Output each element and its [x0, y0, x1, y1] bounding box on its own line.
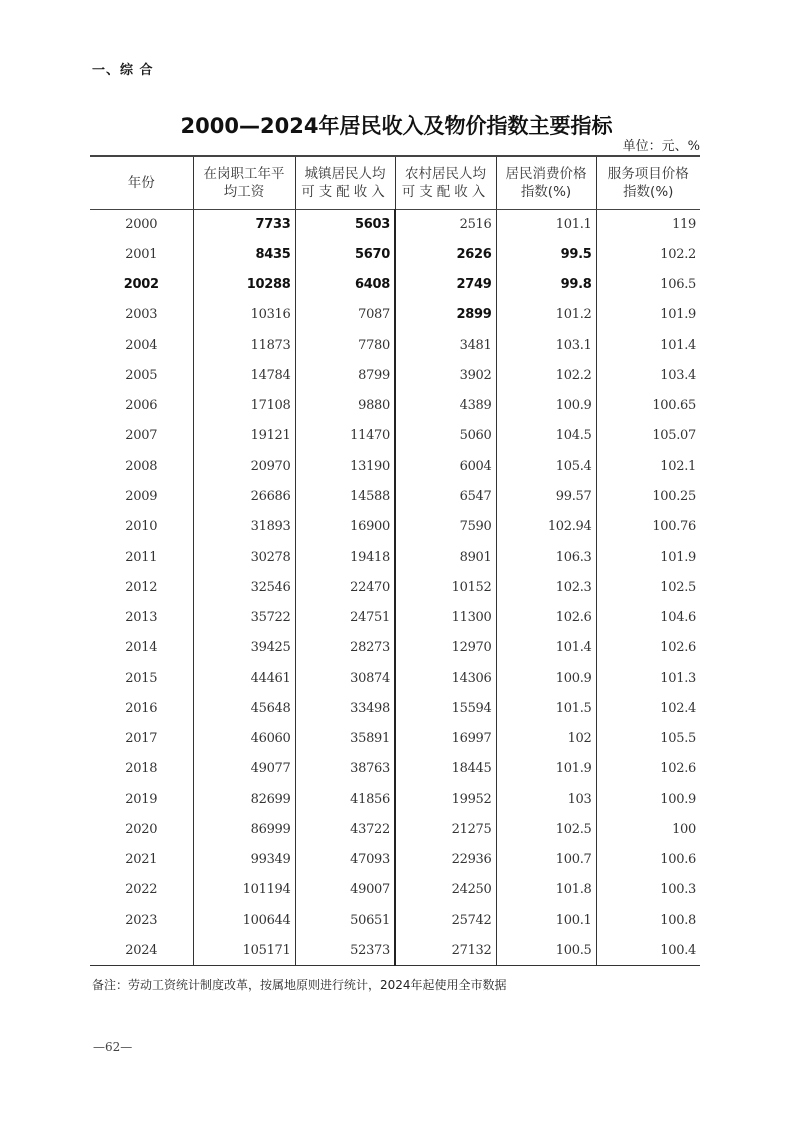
cell-service-price-index: 102.6	[596, 633, 700, 663]
cell-rural-income: 6004	[395, 451, 496, 481]
cell-service-price-index: 102.4	[596, 693, 700, 723]
cell-cpi: 99.8	[496, 270, 596, 300]
table-row	[90, 754, 700, 784]
header-year: 年份	[90, 156, 193, 209]
cell-rural-income: 11300	[395, 602, 496, 632]
cell-year: 2020	[125, 821, 158, 837]
table-row	[90, 602, 700, 632]
cell-rural-income: 12970	[395, 633, 496, 663]
cell-rural-income: 21275	[395, 814, 496, 844]
cell-year: 2023	[125, 912, 158, 928]
cell-year: 2012	[125, 579, 158, 595]
cell-avg-wage: 31893	[193, 512, 295, 542]
cell-cpi: 100.9	[496, 391, 596, 421]
cell-rural-income: 2516	[395, 209, 496, 239]
cell-rural-income: 15594	[395, 693, 496, 723]
cell-year: 2007	[125, 428, 158, 444]
table-row	[90, 270, 700, 300]
table-row	[90, 633, 700, 663]
cell-avg-wage: 49077	[193, 754, 295, 784]
cell-avg-wage: 39425	[193, 633, 295, 663]
cell-service-price-index: 106.5	[596, 270, 700, 300]
cell-service-price-index: 102.1	[596, 451, 700, 481]
cell-avg-wage: 46060	[193, 724, 295, 754]
cell-avg-wage: 10316	[193, 300, 295, 330]
cell-service-price-index: 100.65	[596, 391, 700, 421]
cell-rural-income: 5060	[395, 421, 496, 451]
cell-avg-wage: 86999	[193, 814, 295, 844]
cell-urban-income: 30874	[295, 663, 395, 693]
unit-label: 单位：元、%	[622, 139, 700, 154]
page-title: 2000—2024年居民收入及物价指数主要指标	[180, 114, 613, 138]
cell-cpi: 102.2	[496, 360, 596, 390]
cell-year: 2002	[123, 277, 159, 293]
table-row	[90, 239, 700, 269]
cell-urban-income: 14588	[295, 481, 395, 511]
header-service-price-index: 服务项目价格 指数(%)	[596, 156, 700, 209]
indicators-table	[90, 155, 700, 966]
cell-year: 2014	[125, 640, 158, 656]
cell-rural-income: 10152	[395, 572, 496, 602]
cell-urban-income: 11470	[295, 421, 395, 451]
cell-urban-income: 5603	[295, 209, 395, 239]
cell-year: 2015	[125, 670, 158, 686]
cell-urban-income: 22470	[295, 572, 395, 602]
cell-avg-wage: 30278	[193, 542, 295, 572]
cell-rural-income: 2749	[395, 270, 496, 300]
cell-service-price-index: 100.8	[596, 905, 700, 935]
cell-year: 2018	[125, 761, 158, 777]
cell-avg-wage: 32546	[193, 572, 295, 602]
table-row	[90, 451, 700, 481]
cell-rural-income: 3902	[395, 360, 496, 390]
cell-urban-income: 38763	[295, 754, 395, 784]
cell-avg-wage: 26686	[193, 481, 295, 511]
cell-year: 2009	[125, 489, 158, 505]
header-cpi: 居民消费价格 指数(%)	[496, 156, 596, 209]
cell-service-price-index: 102.6	[596, 754, 700, 784]
cell-cpi: 106.3	[496, 542, 596, 572]
cell-year: 2008	[125, 458, 158, 474]
cell-urban-income: 49007	[295, 875, 395, 905]
cell-cpi: 104.5	[496, 421, 596, 451]
table-row	[90, 481, 700, 511]
cell-rural-income: 19952	[395, 784, 496, 814]
section-label: 一、综 合	[92, 63, 154, 78]
cell-urban-income: 5670	[295, 239, 395, 269]
table-header-row	[90, 156, 700, 209]
cell-urban-income: 16900	[295, 512, 395, 542]
cell-year: 2016	[125, 700, 158, 716]
cell-year: 2000	[125, 216, 158, 232]
table-row	[90, 935, 700, 965]
cell-urban-income: 35891	[295, 724, 395, 754]
table-row	[90, 875, 700, 905]
cell-rural-income: 18445	[395, 754, 496, 784]
cell-cpi: 100.5	[496, 935, 596, 965]
cell-avg-wage: 20970	[193, 451, 295, 481]
cell-rural-income: 27132	[395, 935, 496, 965]
cell-avg-wage: 44461	[193, 663, 295, 693]
cell-cpi: 100.1	[496, 905, 596, 935]
cell-cpi: 100.9	[496, 663, 596, 693]
cell-service-price-index: 102.2	[596, 239, 700, 269]
cell-service-price-index: 100.4	[596, 935, 700, 965]
cell-cpi: 102.94	[496, 512, 596, 542]
cell-urban-income: 6408	[295, 270, 395, 300]
cell-avg-wage: 99349	[193, 845, 295, 875]
cell-cpi: 103.1	[496, 330, 596, 360]
cell-avg-wage: 11873	[193, 330, 295, 360]
cell-year: 2001	[125, 246, 158, 262]
cell-urban-income: 13190	[295, 451, 395, 481]
cell-rural-income: 7590	[395, 512, 496, 542]
cell-rural-income: 24250	[395, 875, 496, 905]
cell-urban-income: 33498	[295, 693, 395, 723]
cell-cpi: 101.1	[496, 209, 596, 239]
cell-year: 2011	[125, 549, 158, 565]
table-row	[90, 360, 700, 390]
cell-avg-wage: 19121	[193, 421, 295, 451]
cell-cpi: 101.9	[496, 754, 596, 784]
table-row	[90, 724, 700, 754]
cell-service-price-index: 105.5	[596, 724, 700, 754]
table-row	[90, 330, 700, 360]
header-rural-income: 农村居民人均 可支配收入	[395, 156, 496, 209]
cell-cpi: 102.3	[496, 572, 596, 602]
cell-avg-wage: 100644	[193, 905, 295, 935]
cell-avg-wage: 17108	[193, 391, 295, 421]
table-row	[90, 391, 700, 421]
cell-service-price-index: 100.9	[596, 784, 700, 814]
cell-avg-wage: 45648	[193, 693, 295, 723]
table-row	[90, 663, 700, 693]
cell-rural-income: 2899	[395, 300, 496, 330]
table-row	[90, 784, 700, 814]
cell-rural-income: 25742	[395, 905, 496, 935]
cell-year: 2024	[90, 935, 193, 965]
cell-year: 2003	[125, 307, 158, 323]
cell-rural-income: 2626	[395, 239, 496, 269]
cell-service-price-index: 103.4	[596, 360, 700, 390]
cell-rural-income: 16997	[395, 724, 496, 754]
cell-service-price-index: 101.3	[596, 663, 700, 693]
cell-cpi: 101.4	[496, 633, 596, 663]
cell-avg-wage: 10288	[193, 270, 295, 300]
cell-cpi: 101.8	[496, 875, 596, 905]
table-row	[90, 572, 700, 602]
cell-avg-wage: 82699	[193, 784, 295, 814]
cell-service-price-index: 100.3	[596, 875, 700, 905]
cell-urban-income: 8799	[295, 360, 395, 390]
cell-urban-income: 50651	[295, 905, 395, 935]
cell-rural-income: 4389	[395, 391, 496, 421]
cell-cpi: 102.6	[496, 602, 596, 632]
cell-urban-income: 47093	[295, 845, 395, 875]
cell-cpi: 102	[496, 724, 596, 754]
cell-avg-wage: 7733	[193, 209, 295, 239]
cell-avg-wage: 35722	[193, 602, 295, 632]
table-row	[90, 845, 700, 875]
cell-rural-income: 14306	[395, 663, 496, 693]
cell-urban-income: 24751	[295, 602, 395, 632]
header-avg-wage: 在岗职工年平 均工资	[193, 156, 295, 209]
table-row	[90, 209, 700, 239]
cell-cpi: 102.5	[496, 814, 596, 844]
cell-cpi: 101.5	[496, 693, 596, 723]
cell-cpi: 101.2	[496, 300, 596, 330]
cell-urban-income: 9880	[295, 391, 395, 421]
table-row	[90, 814, 700, 844]
cell-service-price-index: 101.4	[596, 330, 700, 360]
cell-service-price-index: 101.9	[596, 542, 700, 572]
cell-cpi: 99.57	[496, 481, 596, 511]
table-row	[90, 693, 700, 723]
header-urban-income: 城镇居民人均 可支配收入	[295, 156, 395, 209]
cell-avg-wage: 14784	[193, 360, 295, 390]
cell-rural-income: 8901	[395, 542, 496, 572]
cell-urban-income: 7087	[295, 300, 395, 330]
cell-year: 2019	[125, 791, 158, 807]
cell-year: 2005	[125, 367, 158, 383]
cell-service-price-index: 100.25	[596, 481, 700, 511]
cell-year: 2022	[125, 882, 158, 898]
cell-year: 2021	[125, 852, 158, 868]
cell-service-price-index: 100	[596, 814, 700, 844]
cell-year: 2006	[125, 398, 158, 414]
cell-rural-income: 6547	[395, 481, 496, 511]
table-row	[90, 421, 700, 451]
cell-service-price-index: 100.76	[596, 512, 700, 542]
cell-service-price-index: 100.6	[596, 845, 700, 875]
page-number: —62—	[93, 1040, 133, 1054]
cell-avg-wage: 8435	[193, 239, 295, 269]
footnote: 备注：劳动工资统计制度改革，按属地原则进行统计，2024年起使用全市数据	[92, 978, 507, 992]
cell-urban-income: 41856	[295, 784, 395, 814]
cell-urban-income: 43722	[295, 814, 395, 844]
cell-service-price-index: 101.9	[596, 300, 700, 330]
cell-cpi: 99.5	[496, 239, 596, 269]
cell-avg-wage: 101194	[193, 875, 295, 905]
cell-rural-income: 3481	[395, 330, 496, 360]
cell-cpi: 105.4	[496, 451, 596, 481]
cell-service-price-index: 105.07	[596, 421, 700, 451]
table-body	[90, 209, 700, 966]
cell-service-price-index: 104.6	[596, 602, 700, 632]
cell-cpi: 103	[496, 784, 596, 814]
cell-urban-income: 19418	[295, 542, 395, 572]
table-row	[90, 512, 700, 542]
table-row	[90, 905, 700, 935]
cell-urban-income: 28273	[295, 633, 395, 663]
cell-rural-income: 22936	[395, 845, 496, 875]
cell-urban-income: 52373	[295, 935, 395, 965]
table-row	[90, 300, 700, 330]
cell-year: 2004	[125, 337, 158, 353]
cell-year: 2017	[125, 731, 158, 747]
cell-avg-wage: 105171	[193, 935, 295, 965]
cell-cpi: 100.7	[496, 845, 596, 875]
cell-service-price-index: 119	[596, 209, 700, 239]
cell-urban-income: 7780	[295, 330, 395, 360]
cell-service-price-index: 102.5	[596, 572, 700, 602]
table-row	[90, 542, 700, 572]
cell-year: 2013	[125, 610, 158, 626]
cell-year: 2010	[125, 519, 158, 535]
